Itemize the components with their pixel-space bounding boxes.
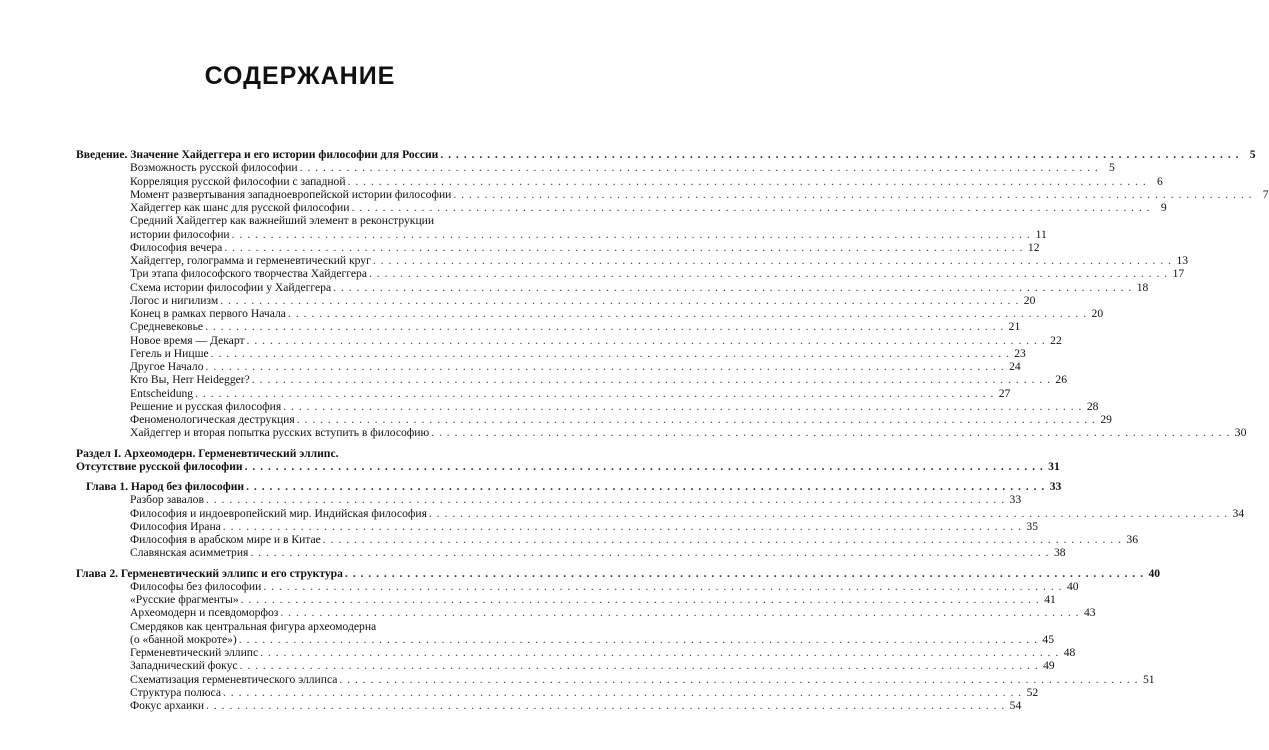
toc-entry — [0, 620, 600, 633]
dot-leader: . . . . . . . . . . . . . . . . . . . . . . . . . . . . . . . . . . . . . . . . . . . . . . . . . . . . . . . . . . . . . . . . . . . . . . . . . . . . . . . . . . . . . . . . . . . . . . . . . . . . . . . — [210, 346, 1010, 360]
toc-entry-title: «Русские фрагменты» — [130, 593, 239, 606]
toc-entry — [0, 174, 1163, 188]
toc-entry-title: Entscheidung — [130, 386, 194, 400]
toc-entry — [0, 201, 1167, 214]
toc-entry-page: 30 — [1234, 426, 1247, 440]
toc-entry-title: Философия Ирана — [130, 519, 221, 533]
toc-entry-title: Отсутствие русской философии — [76, 459, 243, 473]
dot-leader: . . . . . . . . . . . . . . . . . . . . . . . . . . . . . . . . . . . . . . . . . . . . . . . . . . . . . . . . . . . . . . . . . . . . . . . . . . . . . . . . . . . . . . . . . . . . . . . . . . . . . . . — [246, 480, 1046, 493]
toc-entry — [0, 579, 1079, 593]
toc-entry-title: Возможность русской философии — [130, 161, 298, 175]
toc-entry — [0, 240, 1040, 254]
toc-entry-title: Разбор завалов — [130, 493, 204, 507]
dot-leader: . . . . . . . . . . . . . . . . . . . . . . . . . . . . . . . . . . . . . . . . . . . . . . . . . . . . . . . . . . . . . . . . . . . . . . . . . . . . . . . . . . . . . . . . . . . . . . . . . . . . . . . — [222, 519, 1022, 533]
toc-entry-title: Средневековье — [130, 320, 204, 334]
toc-entry-page: 23 — [1014, 346, 1026, 360]
toc-entry-page: 13 — [1176, 254, 1189, 267]
toc-entry — [0, 373, 1067, 387]
toc-entry-page: 36 — [1126, 533, 1138, 546]
dot-leader: . . . . . . . . . . . . . . . . . . . . . . . . . . . . . . . . . . . . . . . . . . . . . . . . . . . . . . . . . . . . . . . . . . . . . . . . . . . . . . . . . . . . . . . . . . . . . . . . . . . . . . . — [372, 254, 1173, 267]
dot-leader: . . . . . . . . . . . . . . . . . . . . . . . . . . . . . . . . . . . . . . . . . . . . . . . . . . . . . . . . . . . . . . . . . . . . . . . . . . . . . . . . . . . . . . . . . . . . . . . . . . . . . . . — [440, 148, 1240, 161]
toc-entry-title: Введение. Значение Хайдеггера и его истории философии для России — [76, 148, 439, 161]
toc-entry-page: 27 — [998, 386, 1011, 400]
dot-leader: . . . . . . . . . . . . . . . . . . . . . . . . . . . . . . . . . . . . . . . . . . . . . . . . . . . . . . . . . . . . . . . . . . . . . . . . . . . . . . . . . . . . . . . . . . . . . . . . . . . . . . . — [351, 201, 1151, 214]
dot-leader: . . . . . . . . . . . . . . . . . . . . . . . . . . . . . . . . . . . . . . . . . . . . . . . . . . . . . . . . . . . . . . . . . . . . . . . . . . . . . . . . . . . . . . . . . . . . . . . . . . . . . . . — [296, 413, 1096, 426]
dot-leader: . . . . . . . . . . . . . . . . . . . . . . . . . . . . . . . . . . . . . . . . . . . . . . . . . . . . . . . . . . . . . . . . . . . . . . . . . . . . . . . . . . . . . . . . . . . . . . . . . . . . . . . — [260, 646, 1060, 659]
toc-entry-page: 9 — [1160, 201, 1167, 214]
toc-entry-title: (о «банной мокроте») — [130, 632, 237, 646]
toc-entry — [0, 480, 1062, 493]
dot-leader: . . . . . . . . . . . . . . . . . . . . . . . . . . . . . . . . . . . . . . . . . . . . . . . . . . . . . . . . . . . . . . . . . . . . . . . . . . . . . . . . . . . . . . . . . . . . . . . . . . . . . . . — [205, 320, 1005, 334]
toc-entry — [0, 161, 1115, 175]
toc-entry-title: Гегель и Ницше — [130, 346, 209, 360]
toc-entry-title: Раздел I. Археомодерн. Герменевтический эллипс. — [76, 446, 339, 460]
toc-entry-page: 54 — [1009, 699, 1022, 712]
toc-entry-page: 41 — [1044, 593, 1056, 606]
section-spacer — [0, 440, 600, 447]
dot-leader: . . . . . . . . . . . . . . . . . . . . . . . . . . . . . . . . . . . . . . . . . . . . . . . . . . . . . . . . . . . . . . . . . . . . . . . . . . . . . . . . . . . . . . . . . . . . . . . . . . . . . . . — [453, 187, 1253, 201]
toc-entry — [0, 227, 1047, 241]
toc-entry — [0, 267, 1185, 281]
toc-entry-title: Схематизация герменевтического эллипса — [130, 672, 338, 686]
dot-leader: . . . . . . . . . . . . . . . . . . . . . . . . . . . . . . . . . . . . . . . . . . . . . . . . . . . . . . . . . . . . . . . . . . . . . . . . . . . . . . . . . . . . . . . . . . . . . . . . . . . . . . . — [250, 546, 1050, 560]
toc-entry-title: Логос и нигилизм — [130, 293, 219, 307]
dot-leader: . . . . . . . . . . . . . . . . . . . . . . . . . . . . . . . . . . . . . . . . . . . . . . . . . . . . . . . . . . . . . . . . . . . . . . . . . . . . . . . . . . . . . . . . . . . . . . . . . . . . . . . — [322, 533, 1122, 546]
dot-leader: . . . . . . . . . . . . . . . . . . . . . . . . . . . . . . . . . . . . . . . . . . . . . . . . . . . . . . . . . . . . . . . . . . . . . . . . . . . . . . . . . . . . . . . . . . . . . . . . . . . . . . . — [251, 373, 1051, 387]
dot-leader: . . . . . . . . . . . . . . . . . . . . . . . . . . . . . . . . . . . . . . . . . . . . . . . . . . . . . . . . . . . . . . . . . . . . . . . . . . . . . . . . . . . . . . . . . . . . . . . . . . . . . . . — [240, 593, 1040, 606]
dot-leader: . . . . . . . . . . . . . . . . . . . . . . . . . . . . . . . . . . . . . . . . . . . . . . . . . . . . . . . . . . . . . . . . . . . . . . . . . . . . . . . . . . . . . . . . . . . . . . . . . . . . . . . — [368, 267, 1169, 281]
toc-entry-page: 49 — [1043, 659, 1055, 673]
dot-leader: . . . . . . . . . . . . . . . . . . . . . . . . . . . . . . . . . . . . . . . . . . . . . . . . . . . . . . . . . . . . . . . . . . . . . . . . . . . . . . . . . . . . . . . . . . . . . . . . . . . . . . . — [220, 293, 1020, 307]
toc-entry — [0, 519, 1038, 533]
toc-entry-title: Смердяков как центральная фигура археомодерна — [130, 619, 377, 633]
dot-leader: . . . . . . . . . . . . . . . . . . . . . . . . . . . . . . . . . . . . . . . . . . . . . . . . . . . . . . . . . . . . . . . . . . . . . . . . . . . . . . . . . . . . . . . . . . . . . . . . . . . . . . . — [206, 699, 1006, 712]
toc-entry-page: 12 — [1027, 240, 1040, 254]
toc-entry-page: 6 — [1156, 174, 1163, 188]
dot-leader: . . . . . . . . . . . . . . . . . . . . . . . . . . . . . . . . . . . . . . . . . . . . . . . . . . . . . . . . . . . . . . . . . . . . . . . . . . . . . . . . . . . . . . . . . . . . . . . . . . . . . . . — [299, 161, 1099, 175]
toc-entry — [0, 254, 1189, 267]
toc-entry-title: Схема истории философии у Хайдеггера — [130, 280, 332, 294]
toc-entry — [0, 546, 1066, 560]
toc-entry-title: Конец в рамках первого Начала — [130, 307, 286, 320]
toc-entry-title: Феноменологическая деструкция — [130, 413, 295, 426]
toc-entry-title: Хайдеггер как шанс для русской философии — [130, 201, 350, 214]
toc-entry — [0, 148, 1256, 161]
toc-entry — [0, 459, 1060, 473]
toc-entry-title: Хайдеггер и вторая попытка русских вступить в философию — [130, 426, 430, 440]
toc-entry-title: Средний Хайдеггер как важнейший элемент в реконструкции — [130, 214, 435, 228]
toc-entry — [0, 360, 1021, 373]
toc-entry-page: 31 — [1048, 459, 1060, 473]
toc-entry-title: Глава 2. Герменевтический эллипс и его структура — [76, 566, 343, 580]
toc-entry — [0, 659, 1055, 673]
toc-entry-title: Хайдеггер, голограмма и герменевтический круг — [130, 254, 371, 267]
toc-entry — [0, 293, 1036, 307]
toc-entry-title: Философия вечера — [130, 240, 223, 254]
toc-entry-page: 5 — [1249, 148, 1256, 161]
toc-entry-title: Момент развертывания западноевропейской истории философии — [130, 187, 452, 201]
dot-leader: . . . . . . . . . . . . . . . . . . . . . . . . . . . . . . . . . . . . . . . . . . . . . . . . . . . . . . . . . . . . . . . . . . . . . . . . . . . . . . . . . . . . . . . . . . . . . . . . . . . . . . . — [246, 333, 1046, 347]
dot-leader: . . . . . . . . . . . . . . . . . . . . . . . . . . . . . . . . . . . . . . . . . . . . . . . . . . . . . . . . . . . . . . . . . . . . . . . . . . . . . . . . . . . . . . . . . . . . . . . . . . . . . . . — [244, 459, 1044, 473]
dot-leader: . . . . . . . . . . . . . . . . . . . . . . . . . . . . . . . . . . . . . . . . . . . . . . . . . . . . . . . . . . . . . . . . . . . . . . . . . . . . . . . . . . . . . . . . . . . . . . . . . . . . . . . — [195, 386, 995, 400]
toc-entry — [0, 413, 1112, 426]
toc-entry-page: 28 — [1086, 399, 1099, 413]
toc-entry-title: Философы без философии — [130, 579, 262, 593]
toc-entry-page: 33 — [1049, 480, 1062, 493]
toc-entry — [0, 646, 1076, 659]
toc-entry — [0, 533, 1138, 546]
toc-entry-page: 20 — [1091, 307, 1104, 320]
toc-entry-page: 33 — [1009, 493, 1022, 507]
dot-leader: . . . . . . . . . . . . . . . . . . . . . . . . . . . . . . . . . . . . . . . . . . . . . . . . . . . . . . . . . . . . . . . . . . . . . . . . . . . . . . . . . . . . . . . . . . . . . . . . . . . . . . . — [205, 360, 1005, 373]
toc-entry-page: 20 — [1023, 293, 1036, 307]
dot-leader: . . . . . . . . . . . . . . . . . . . . . . . . . . . . . . . . . . . . . . . . . . . . . . . . . . . . . . . . . . . . . . . . . . . . . . . . . . . . . . . . . . . . . . . . . . . . . . . . . . . . . . . — [283, 399, 1083, 413]
toc-entry-page: 51 — [1142, 672, 1155, 686]
toc-entry — [0, 685, 1039, 699]
section-spacer — [0, 560, 600, 567]
toc-entry-title: Новое время — Декарт — [130, 333, 245, 347]
toc-entry-title: Археомодерн и псевдоморфоз — [130, 606, 279, 620]
toc-entry-page: 34 — [1232, 506, 1245, 520]
toc-entry-page: 45 — [1042, 632, 1054, 646]
toc-entry-title: Другое Начало — [130, 360, 204, 373]
toc-entry-title: Герменевтический эллипс — [130, 646, 259, 659]
toc-entry-page: 38 — [1053, 546, 1066, 560]
page-title: СОДЕРЖАНИЕ — [204, 62, 396, 90]
dot-leader: . . . . . . . . . . . . . . . . . . . . . . . . . . . . . . . . . . . . . . . . . . . . . . . . . . . . . . . . . . . . . . . . . . . . . . . . . . . . . . . . . . . . . . . . . . . . . . . . . . . . . . . — [287, 307, 1088, 320]
toc-entry-page: 11 — [1035, 227, 1047, 241]
toc-entry-title: истории философии — [130, 227, 230, 241]
toc-entry — [0, 320, 1021, 334]
dot-leader: . . . . . . . . . . . . . . . . . . . . . . . . . . . . . . . . . . . . . . . . . . . . . . . . . . . . . . . . . . . . . . . . . . . . . . . . . . . . . . . . . . . . . . . . . . . . . . . . . . . . . . . — [344, 566, 1145, 580]
dot-leader: . . . . . . . . . . . . . . . . . . . . . . . . . . . . . . . . . . . . . . . . . . . . . . . . . . . . . . . . . . . . . . . . . . . . . . . . . . . . . . . . . . . . . . . . . . . . . . . . . . . . . . . — [280, 606, 1080, 620]
toc-entry — [0, 214, 600, 227]
toc-entry-title: Западнический фокус — [130, 659, 238, 673]
toc-entry — [0, 307, 1104, 320]
toc-entry-title: Глава 1. Народ без философии — [86, 480, 245, 493]
dot-leader: . . . . . . . . . . . . . . . . . . . . . . . . . . . . . . . . . . . . . . . . . . . . . . . . . . . . . . . . . . . . . . . . . . . . . . . . . . . . . . . . . . . . . . . . . . . . . . . . . . . . . . . — [223, 685, 1023, 699]
toc-entry-title: Кто Вы, Herr Heidegger? — [130, 373, 250, 387]
toc-entry-page: 40 — [1066, 579, 1079, 593]
toc-entry — [0, 399, 1099, 413]
toc-entry-title: Три этапа философского творчества Хайдеггера — [130, 267, 367, 281]
toc-entry-page: 17 — [1172, 267, 1185, 281]
toc-entry — [0, 447, 600, 460]
toc-entry — [0, 346, 1026, 360]
table-of-contents — [0, 148, 1269, 712]
dot-leader: . . . . . . . . . . . . . . . . . . . . . . . . . . . . . . . . . . . . . . . . . . . . . . . . . . . . . . . . . . . . . . . . . . . . . . . . . . . . . . . . . . . . . . . . . . . . . . . . . . . . . . . — [339, 672, 1139, 686]
toc-entry-page: 24 — [1009, 360, 1021, 373]
toc-entry-page: 21 — [1008, 320, 1021, 334]
toc-entry — [0, 593, 1056, 606]
toc-entry-page: 43 — [1083, 606, 1096, 620]
dot-leader: . . . . . . . . . . . . . . . . . . . . . . . . . . . . . . . . . . . . . . . . . . . . . . . . . . . . . . . . . . . . . . . . . . . . . . . . . . . . . . . . . . . . . . . . . . . . . . . . . . . . . . . — [333, 280, 1133, 294]
toc-entry-page: 40 — [1148, 566, 1161, 580]
toc-entry-page: 7 — [1262, 187, 1269, 201]
toc-entry-page: 29 — [1100, 413, 1112, 426]
toc-entry-title: Решение и русская философия — [130, 399, 282, 413]
toc-entry — [0, 672, 1155, 686]
toc-entry — [0, 386, 1011, 400]
toc-entry — [0, 606, 1096, 620]
toc-entry — [0, 632, 1054, 646]
dot-leader: . . . . . . . . . . . . . . . . . . . . . . . . . . . . . . . . . . . . . . . . . . . . . . . . . . . . . . . . . . . . . . . . . . . . . . . . . . . . . . . . . . . . . . . . . . . . . . . . . . . . . . . — [347, 174, 1147, 188]
toc-entry-title: Фокус архаики — [130, 699, 205, 712]
section-spacer — [0, 473, 600, 480]
dot-leader: . . . . . . . . . . . . . . . . . . . . . . . . . . . . . . . . . . . . . . . . . . . . . . . . . . . . . . . . . . . . . . . . . . . . . . . . . . . . . . . . . . . . . . . . . . . . . . . . . . . . . . . — [205, 493, 1006, 507]
toc-entry-page: 22 — [1050, 333, 1062, 347]
toc-entry-title: Славянская асимметрия — [130, 546, 249, 560]
toc-entry — [0, 333, 1062, 347]
dot-leader: . . . . . . . . . . . . . . . . . . . . . . . . . . . . . . . . . . . . . . . . . . . . . . . . . . . . . . . . . . . . . . . . . . . . . . . . . . . . . . . . . . . . . . . . . . . . . . . . . . . . . . . — [239, 659, 1039, 673]
toc-entry — [0, 506, 1245, 520]
toc-entry — [0, 699, 1022, 712]
toc-entry-page: 52 — [1026, 685, 1039, 699]
dot-leader: . . . . . . . . . . . . . . . . . . . . . . . . . . . . . . . . . . . . . . . . . . . . . . . . . . . . . . . . . . . . . . . . . . . . . . . . . . . . . . . . . . . . . . . . . . . . . . . . . . . . . . . — [431, 426, 1231, 440]
dot-leader: . . . . . . . . . . . . . . . . . . . . . . . . . . . . . . . . . . . . . . . . . . . . . . . . . . . . . . . . . . . . . . . . . . . . . . . . . . . . . . . . . . . . . . . . . . . . . . . . . . . . . . . — [231, 227, 1031, 241]
toc-entry-title: Философия и индоевропейский мир. Индийская философия — [130, 506, 427, 520]
toc-entry — [0, 187, 1269, 201]
toc-entry — [0, 566, 1161, 580]
toc-entry-title: Корреляция русской философии с западной — [130, 174, 346, 188]
dot-leader: . . . . . . . . . . . . . . . . . . . . . . . . . . . . . . . . . . . . . . . . . . . . . . . . . . . . . . . . . . . . . . . . . . . . . . . . . . . . . . . . . . . . . . . . . . . . . . . . . . . . . . . — [238, 632, 1038, 646]
toc-entry — [0, 493, 1022, 507]
toc-entry-page: 5 — [1109, 161, 1115, 175]
dot-leader: . . . . . . . . . . . . . . . . . . . . . . . . . . . . . . . . . . . . . . . . . . . . . . . . . . . . . . . . . . . . . . . . . . . . . . . . . . . . . . . . . . . . . . . . . . . . . . . . . . . . . . . — [224, 240, 1024, 254]
toc-entry-page: 48 — [1063, 646, 1076, 659]
toc-entry — [0, 280, 1149, 294]
dot-leader: . . . . . . . . . . . . . . . . . . . . . . . . . . . . . . . . . . . . . . . . . . . . . . . . . . . . . . . . . . . . . . . . . . . . . . . . . . . . . . . . . . . . . . . . . . . . . . . . . . . . . . . — [428, 506, 1229, 520]
toc-entry-title: Философия в арабском мире и в Китае — [130, 533, 321, 546]
toc-entry-page: 26 — [1055, 373, 1067, 387]
toc-entry — [0, 426, 1247, 440]
toc-entry-title: Структура полюса — [130, 685, 221, 699]
toc-entry-page: 18 — [1136, 280, 1149, 294]
dot-leader: . . . . . . . . . . . . . . . . . . . . . . . . . . . . . . . . . . . . . . . . . . . . . . . . . . . . . . . . . . . . . . . . . . . . . . . . . . . . . . . . . . . . . . . . . . . . . . . . . . . . . . . — [263, 579, 1063, 593]
toc-entry-page: 35 — [1026, 519, 1038, 533]
